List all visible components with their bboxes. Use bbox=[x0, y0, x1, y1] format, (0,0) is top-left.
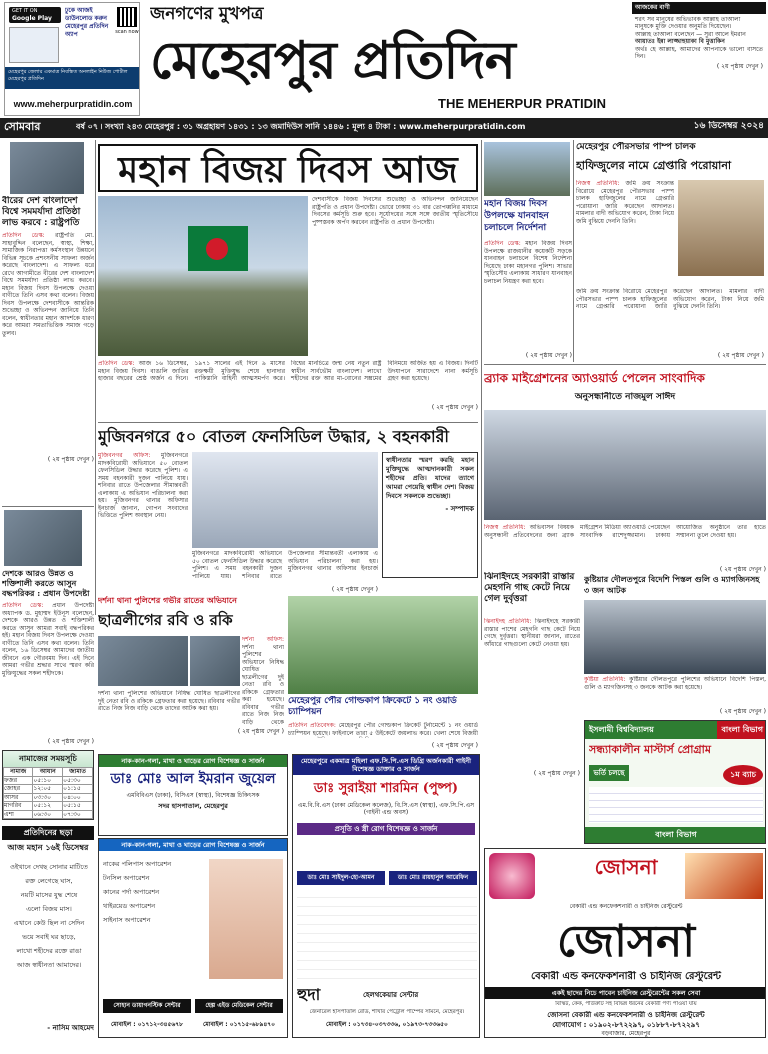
prayer-jamat: ০৪:০০ bbox=[63, 793, 93, 802]
prayer-header: নামাজ bbox=[4, 768, 33, 777]
continued-link[interactable]: ( ২য় পৃষ্ঠায় দেখুন ) bbox=[331, 586, 378, 593]
clinic-brand-sub: হেলথকেয়ার সেন্টার bbox=[363, 991, 419, 999]
continued-link[interactable]: ( ২য় পৃষ্ঠায় দেখুন ) bbox=[525, 352, 572, 359]
bakery-logo: জোসনা bbox=[594, 855, 658, 879]
university-header bbox=[585, 721, 766, 739]
tree-headline[interactable]: ঝিনাইদহে সরকারী রাস্তার মেহগনি গাছ কেটে নিয়ে গেল দুর্বৃত্তরা bbox=[484, 572, 575, 604]
drugs-story bbox=[98, 452, 188, 582]
continued-link[interactable]: ( ২য় পৃষ্ঠায় দেখুন ) bbox=[719, 708, 766, 715]
story-body: দর্শনা থানা পুলিশের অভিযানে নিষিদ্ধ ঘোষিত ছাত্রলীগের দুই নেতা রবি ও রকিকে গ্রেফতার করা হয়েছে। রবিবার গভীর রাতে নিজ নিজ বাড়ি থেকে bbox=[242, 643, 284, 726]
quote-line: অর্থঃ হে আল্লাহ, আমাদের আপনাকে ভালো বাসতে দিন। bbox=[635, 45, 763, 60]
prayer-azan: ০৫:১০ bbox=[33, 776, 63, 785]
clinic-name-left: সোহান ডায়াগনস্টিক সেন্টার bbox=[103, 999, 191, 1013]
phone-icon bbox=[9, 27, 59, 63]
prayer-name: মাগরিব bbox=[4, 802, 33, 811]
prayer-row bbox=[4, 793, 93, 802]
qr-code-icon bbox=[117, 7, 137, 27]
editor-sign: - সম্পাদক bbox=[445, 505, 474, 513]
continued-link[interactable]: ( ২য় পৃষ্ঠায় দেখুন ) bbox=[533, 770, 580, 777]
service-item: সাইনাস অপারেশন bbox=[103, 916, 151, 924]
bakery-footer: জোসনা বেকারী এন্ড কনফেকশনারী ও চাইনিজ রেস্টুরেন্ট bbox=[547, 1011, 705, 1019]
program-title: সন্ধ্যাকালীন মাস্টার্স প্রোগ্রাম bbox=[589, 743, 711, 756]
poem-line: আজ স্বাধীনতা আমাদের। bbox=[16, 961, 82, 969]
byline: প্রতিদিন ডেস্ক: bbox=[2, 602, 44, 609]
bakery-address: বড়বাজার, মেহেরপুর bbox=[601, 1030, 651, 1037]
service-item: নাকের পলিপাস অপারেশন bbox=[103, 860, 172, 868]
poem-line: ভয়ে সবাই ঘর ছাড়ে, bbox=[22, 933, 76, 941]
editor-note-text: স্বাধীনতার স্মরণ করছি মহান মুক্তিযুদ্ধে আত্মদানকারী সকল শহীদের প্রতি। যাদের ত্যাগে আমরা পেয়েছি স্বাধীন দেশ। বিজয় দিবসে সকলকে শুভেচ্ছা। bbox=[386, 456, 474, 500]
department-name: বাংলা বিভাগ bbox=[717, 721, 766, 739]
story-body: ঝিনাইদহে সরকারী রাস্তার পাশের মেহগনি গাছ কেটে নিয়ে গেছে দুর্বৃত্তরা। স্থানীয়রা জানান, রাতের আঁধারে গাছগুলো কেটে নেওয়া হয়। bbox=[484, 618, 580, 648]
kushtia-photo bbox=[584, 600, 766, 674]
bakery-products-line: বিস্কিট, কেক, পাউরুটি সহ বিভিন্ন ধরনের বেকারী পণ্য পাওয়া যায় bbox=[555, 1001, 697, 1007]
byline: নিজস্ব প্রতিনিধি: bbox=[576, 180, 620, 187]
chief-adviser-headline[interactable]: দেশকে আরও উন্নত ও শক্তিশালী করতে আসুন বদ্ধপরিকর : প্রধান উপদেষ্টা bbox=[2, 568, 90, 598]
cricket-headline[interactable]: মেহেরপুর পৌর গোল্ডকাপ ক্রিকেটে ১ নং ওয়ার্ড চ্যাম্পিয়ন bbox=[288, 696, 457, 717]
poem-author: - নাসিম আহমেদ bbox=[47, 1024, 94, 1032]
lead-body bbox=[98, 360, 478, 402]
drugs-story-cont: মুজিবনগরে মাদকবিরোধী অভিযানে ৫০ বোতল ফেনসিডিল উদ্ধার করেছে পুলিশ। এ সময় বহনকারী দুজন পালিয়ে যায়। শনিবার রাতে উপজেলার সীমান্তবর্তী এলাকায় এ অভিযান পরিচালনা করা হয়। মুজিবনগর থানার অফিসার ইনচার্জ bbox=[192, 550, 378, 580]
story-body: জমি ক্রয় সংক্রান্ত বিরোধে মেহেরপুর পৌরসভার পাম্প চালক হাফিজুলের নামে গ্রেপ্তারি পরোয়ানা জারি করেছেন আদালত। মামলার বাদী অভিযোগ করেন, টাকা নিয়ে জমি বুঝিয়ে দেননি তিনি। bbox=[576, 180, 674, 225]
president-photo bbox=[10, 142, 84, 194]
arrest-story bbox=[242, 636, 284, 726]
doctor-name: ডাঃ মোঃ আল ইমরান জুয়েল bbox=[110, 771, 276, 788]
prayer-name: জোহর bbox=[4, 785, 33, 794]
quote-line: আয়াতঃ ইন্না লাজ্জাহুয়াকা বি মুত্তাকিন bbox=[635, 38, 725, 45]
chief-adviser-photo bbox=[4, 510, 82, 566]
doctor-hospital: সদর হাসপাতাল, মেহেরপুর bbox=[158, 802, 228, 811]
quote-line: শরৎ সব মানুষের অভিভাবক আল্লাহ তাআলা bbox=[635, 15, 741, 23]
story-body: প্রধান উপদেষ্টা অধ্যাপক ড. মুহাম্মদ ইউনূস বলেছেন, দেশকে আরও উন্নত ও শক্তিশালী করতে আসুন আমরা সবাই বদ্ধপরিকর হই। মহান বিজয় দিবস উপলক্ষে দেওয়া বাণীতে তিনি এসব কথা বলেন। তিনি বলেন, ১৬ ডিসেম্বর আমাদের জাতীয় জীবনে এক গৌরবময় দিন। এই দিনে আমরা গভীর শ্রদ্ধার সাথে স্মরণ করি মুক্তিযুদ্ধের সকল শহীদকে। bbox=[2, 602, 94, 677]
story-body: মুজিবনগরে মাদকবিরোধী অভিযানে ৫০ বোতল ফেনসিডিল উদ্ধার করেছে পুলিশ। এ সময় বহনকারী দুজন পালিয়ে যায়। শনিবার রাতে উপজেলার সীমান্তবর্তী এলাকায় এ অভিযান পরিচালনা করা হয়। মুজিবনগর থানার অফিসার ইনচার্জ জানান, গোপন সংবাদের ভিত্তিতে পুলিশ অবস্থান নেয়। bbox=[98, 452, 188, 519]
story-body: আজ ১৬ ডিসেম্বর, মহান বিজয় দিবস। বাঙালি জাতির হাজার বছরের শ্রেষ্ঠ অর্জন এ দিনে। ১৯৭১ সালের এই দিনে ৯ মাসের রক্তক্ষয়ী মুক্তিযুদ্ধ শেষে হানাদার পাকিস্তানি বাহিনী আত্মসমর্পণ করে। বিশ্বের মানচিত্রে জন্ম নেয় নতুন রাষ্ট্র স্বাধীন সার্বভৌম বাংলাদেশ। লাখো শহীদের রক্ত আর মা-বোনের সম্ভ্রমের বিনিময়ে অর্জিত হয় এ বিজয়। দিনটি উদযাপনে সারাদেশে নানা কর্মসূচি গ্রহণ করা হয়েছে। bbox=[98, 360, 478, 382]
continued-link[interactable]: ( ২য় পৃষ্ঠায় দেখুন ) bbox=[717, 352, 764, 359]
editor-note-box bbox=[382, 452, 478, 578]
doctor-specialty: প্রসূতি ও স্ত্রী রোগ বিশেষজ্ঞ ও সার্জন bbox=[297, 823, 475, 836]
award-headline[interactable]: ব্র্যাক মাইগ্রেশনের অ্যাওয়ার্ড পেলেন সাংবাদিক bbox=[484, 371, 705, 385]
hafizul-photo bbox=[678, 180, 764, 276]
byline: প্রতিদিন প্রতিবেদক: bbox=[288, 722, 336, 729]
prayer-jamat: ০৫:১৫ bbox=[63, 802, 93, 811]
cricket-story bbox=[288, 722, 478, 738]
traffic-headline[interactable]: মহান বিজয় দিবস উপলক্ষে যানবাহন চলাচলে নির্দেশনা bbox=[484, 199, 549, 233]
clinic-name-right: হেল্প এইড মেডিকেল সেন্টার bbox=[195, 999, 283, 1013]
byline: নিজস্ব প্রতিনিধি: bbox=[484, 524, 526, 531]
poem-line: ওইখানে দেখছ সোনার মাটিতে bbox=[10, 863, 88, 871]
service-list bbox=[103, 857, 203, 927]
admission-details bbox=[589, 787, 763, 823]
bakery-brand: জোসনা bbox=[556, 916, 696, 967]
lead-body-right: দেশবাসীকে বিজয় দিবসের শুভেচ্ছা ও অভিনন্দন জানিয়েছেন রাষ্ট্রপতি ও প্রধান উপদেষ্টা। ভোরে ঢাকায় ৩১ বার তোপধ্বনির মাধ্যমে দিবসের কর্মসূচি শুরু হবে। সূর্যোদয়ের সঙ্গে সঙ্গে জাতীয় স্মৃতিসৌধে পুষ্পস্তবক অর্পণ করবেন রাষ্ট্রপতি ও প্রধান উপদেষ্টা। bbox=[312, 196, 478, 226]
day-label: সোমবার bbox=[4, 120, 41, 133]
store-get-label: GET IT ON bbox=[12, 8, 38, 14]
arrest-story-cont: দর্শনা থানা পুলিশের অভিযানে নিষিদ্ধ ঘোষিত ছাত্রলীগের দুই নেতা রবি ও রকিকে গ্রেফতার করা হয়েছে। রবিবার গভীর রাতে নিজ নিজ বাড়ি থেকে তাদের আটক করা হয়। bbox=[98, 690, 240, 712]
byline: ঝিনাইদহ প্রতিনিধি: bbox=[484, 618, 532, 625]
university-name: ইসলামী বিশ্ববিদ্যালয় bbox=[589, 725, 654, 734]
clinic-phone: মোবাইল : ০১৭৩৪-০৩৭৩৩৬, ০১৯৭৩-৭৩৩৬৫০ bbox=[326, 1021, 448, 1028]
bakery-service-line: একই ছাদের নিচে পাবেন চাইনিজ রেস্টুরেন্টের সকল সেবা bbox=[485, 987, 766, 999]
qr-label: scan now bbox=[115, 29, 139, 35]
prayer-table bbox=[3, 767, 93, 819]
arrest-headline[interactable]: ছাত্রলীগের রবি ও রকি bbox=[98, 611, 233, 629]
admission-label: ভর্তি চলছে bbox=[589, 765, 629, 781]
issue-date: ১৬ ডিসেম্বর ২০২৪ bbox=[693, 121, 764, 131]
byline: প্রতিদিন ডেস্ক: bbox=[2, 232, 45, 239]
continued-link[interactable]: ( ২য় পৃষ্ঠায় দেখুন ) bbox=[47, 738, 94, 745]
poem-line: নয়টি মাসের যুদ্ধ শেষে bbox=[20, 891, 78, 899]
poem-line: এখানে কেউ ছিল না সেদিন bbox=[13, 919, 85, 927]
prayer-header: জামাত bbox=[63, 768, 93, 777]
ad-header: নাক-কান-গলা, মাথা ও ঘাড়ের রোগ বিশেষজ্ঞ ও সার্জন bbox=[99, 755, 287, 767]
masthead-english: THE MEHERPUR PRATIDIN bbox=[438, 96, 607, 111]
byline: প্রতিদিন ডেস্ক: bbox=[484, 240, 521, 247]
prayer-name: আসর bbox=[4, 793, 33, 802]
arrest-photo-1 bbox=[98, 636, 188, 686]
poem-line: রক্ত লেগেছে ঘাস, bbox=[25, 877, 73, 885]
poem-body bbox=[4, 860, 94, 1010]
lead-headline[interactable]: মহান বিজয় দিবস আজ bbox=[98, 144, 478, 192]
food-photo bbox=[685, 853, 763, 899]
continued-link[interactable]: ( ২য় পৃষ্ঠায় দেখুন ) bbox=[237, 728, 284, 735]
quote-more[interactable]: ( ২য় পৃষ্ঠায় দেখুন ) bbox=[716, 62, 763, 70]
poem-line: এলো বিজয় মাস। bbox=[26, 905, 72, 913]
story-body: অভিবাসন বিষয়ক অনুসন্ধানী প্রতিবেদনের জন্য ব্র্যাক মাইগ্রেশন মিডিয়া অ্যাওয়ার্ড পেয়েছেন সাংবাদিক রাশেদুজ্জামান। ঢাকায় আয়োজিত অনুষ্ঠানে তার হাতে সম্মাননা তুলে দেওয়া হয়। bbox=[484, 524, 766, 539]
google-play-badge[interactable] bbox=[9, 7, 61, 23]
clinic-address: জেনারেল হাসপাতাল রোড, শাখার পেট্রোল পাম্পের সামনে, মেহেরপুর। bbox=[309, 1009, 465, 1015]
victory-day-photo bbox=[98, 196, 308, 356]
date-bar bbox=[0, 118, 768, 138]
award-kicker: অনুসন্ধানীতে নাজমুল সাঈদ bbox=[574, 392, 676, 402]
prayer-row bbox=[4, 810, 93, 819]
department-footer: বাংলা বিভাগ bbox=[585, 827, 766, 843]
president-headline[interactable]: বীরের দেশ বাংলাদেশ বিশ্বে সমমর্যাদা প্রতিষ্ঠা লাভ করবে : রাষ্ট্রপতি bbox=[2, 196, 81, 228]
prayer-azan: ১২:০৫ bbox=[33, 785, 63, 794]
arrest-kicker: দর্শনা থানা পুলিশের গভীর রাতের অভিযানে bbox=[98, 596, 237, 605]
chief-adviser-story bbox=[2, 602, 94, 706]
doctor-details bbox=[297, 889, 477, 979]
prayer-title: নামাজের সময়সূচি bbox=[3, 751, 93, 767]
continued-link[interactable]: ( ২য় পৃষ্ঠায় দেখুন ) bbox=[719, 566, 766, 573]
bakery-tagline-small: বেকারী এন্ড কনফেকশনারী ও চাইনিজ রেস্টুরেন্ট bbox=[569, 903, 683, 910]
doctor-name-left: ডাঃ মোঃ সাইদুল-হো-আমন bbox=[297, 871, 385, 885]
president-story bbox=[2, 232, 94, 454]
story-body: মেহেরপুর পৌর গোল্ডকাপ ক্রিকেট টুর্নামেন্টে ১ নং ওয়ার্ড চ্যাম্পিয়ন হয়েছে। ফাইনালে তারা ৫ উইকেটে জয়লাভ করে। খেলা শেষে বিজয়ী bbox=[288, 722, 478, 737]
bakery-ad[interactable] bbox=[484, 848, 766, 1038]
poem-line: লাখো শহীদের রক্তে রাঙা bbox=[16, 947, 82, 955]
bakery-tagline: বেকারী এন্ড কনফেকশনারী ও চাইনিজ রেস্টুরেন্ট bbox=[531, 971, 721, 982]
quote-lines bbox=[632, 14, 766, 63]
gynae-doctor-ad[interactable] bbox=[292, 754, 480, 1038]
pump-headline[interactable]: হাফিজুলের নামে গ্রেপ্তারি পরোয়ানা bbox=[576, 159, 732, 172]
masthead-title: মেহেরপুর প্রতিদিন bbox=[150, 30, 515, 91]
traffic-story bbox=[484, 240, 572, 340]
issue-info: বর্ষ ০৭ ৷ সংখ্যা ২৪৩ মেহেরপুর : ৩১ অগ্রহায়ণ ১৪৩১ : ১৩ জমাদিউস সানি ১৪৪৬ : মূল্য ৪ টাকা : www.meherpurpratidin.com bbox=[76, 122, 526, 131]
award-story bbox=[484, 524, 766, 564]
doctor-name-right: ডাঃ মোঃ রায়হানুল আরেফিন bbox=[389, 871, 477, 885]
doctor-name: ডাঃ সুরাইয়া শারমিন (পুষ্প) bbox=[313, 781, 459, 797]
service-item: কানের পর্দা অপারেশন bbox=[103, 888, 160, 896]
prayer-jamat: ০৭:৩০ bbox=[63, 810, 93, 819]
poem-section-label: প্রতিদিনের ছড়া bbox=[2, 826, 94, 840]
delivery-icon bbox=[489, 853, 535, 899]
prayer-header: আযান bbox=[33, 768, 63, 777]
seized-drugs-photo bbox=[192, 452, 378, 548]
prayer-row bbox=[4, 785, 93, 794]
masthead-tagline: জনগণের মুখপত্র bbox=[150, 4, 264, 24]
quote-line: মানুষকে মুক্তি দেওয়ার অনুমতি দিয়েছেন। bbox=[635, 23, 732, 30]
prayer-row bbox=[4, 802, 93, 811]
poem-title: আজ মহান ১৬ই ডিসেম্বর bbox=[7, 842, 89, 852]
prayer-name: এশা bbox=[4, 810, 33, 819]
service-item: টনসিল অপারেশন bbox=[103, 874, 150, 882]
store-name: Google Play bbox=[12, 15, 52, 22]
clinic-phone-right: মোবাইল : ০১৭১৫-৬৮৯৪৭০ bbox=[202, 1021, 276, 1028]
byline: কুষ্টিয়া প্রতিনিধি: bbox=[584, 676, 626, 683]
prayer-azan: ০৫:১২ bbox=[33, 802, 63, 811]
quote-heading: আজকের বাণী bbox=[632, 2, 766, 14]
story-body: রাষ্ট্রপতি মো. সাহাবুদ্দিন বলেছেন, স্বাস্থ্য, শিক্ষা, সামাজিক নিরাপত্তা কর্মসংস্থান উন্নয়নে বিভিন্ন সূচকে প্রশংসনীয় সাফল্য অর্জন করেছে বাংলাদেশ। এ সাফল্য ধরে রেখে আগামীতে বীরের দেশ বাংলাদেশ বিশ্বে সমমর্যাদা প্রতিষ্ঠা লাভ করবে। মহান বিজয় দিবস উপলক্ষে দেওয়া বাণীতে তিনি এসব কথা বলেন। বিজয় দিবস উপলক্ষে দেশবাসীকে আন্তরিক শুভেচ্ছা ও অভিনন্দন জানিয়ে তিনি বলেন, স্বাধীনতার মহান আদর্শকে ধারণ করে আমরা সমতাভিত্তিক সমাজ গড়ে তুলব। bbox=[2, 232, 94, 337]
continued-link[interactable]: ( ২য় পৃষ্ঠায় দেখুন ) bbox=[431, 742, 478, 749]
app-download-ad[interactable] bbox=[4, 2, 140, 116]
app-ad-strip: মেহেরপুর জেলার একমাত্র নিবন্ধিত অনলাইন নিউজ পোর্টাল মেহেরপুর প্রতিদিন bbox=[5, 67, 140, 89]
arrest-photo-2 bbox=[190, 636, 240, 686]
quote-line: আল্লাহ তাআলা বলেছেন — সুরা আলে ইমরান bbox=[635, 30, 746, 38]
award-photo bbox=[484, 410, 766, 520]
byline: দর্শনা অফিস: bbox=[242, 636, 284, 643]
pump-story-cont: জমি ক্রয় সংক্রান্ত বিরোধে মেহেরপুর পৌরসভার পাম্প চালক হাফিজুলের নামে গ্রেপ্তারি পরোয়ানা জারি করেছেন আদালত। মামলার বাদী অভিযোগ করেন, টাকা নিয়ে জমি বুঝিয়ে দেননি তিনি। bbox=[576, 288, 764, 310]
batch-badge: ১ম ব্যাচ bbox=[723, 765, 763, 785]
website-url[interactable]: www.meherpurpratidin.com bbox=[13, 99, 133, 109]
bakery-phone: যোগাযোগ : ০১৯০২-৮৭২২৯৭, ০১৮৮৭-৮৭২২৯৭ bbox=[552, 1021, 700, 1029]
prayer-times-box bbox=[2, 750, 94, 820]
byline: মুজিবনগর অফিস: bbox=[98, 452, 151, 459]
continued-link[interactable]: ( ২য় পৃষ্ঠায় দেখুন ) bbox=[47, 456, 94, 463]
ent-doctor-ad[interactable] bbox=[98, 754, 288, 836]
university-ad[interactable] bbox=[584, 720, 766, 844]
pump-kicker: মেহেরপুর পৌরসভার পাম্প চালক bbox=[576, 142, 696, 152]
prayer-jamat: ০১:১৫ bbox=[63, 785, 93, 794]
ent-services-ad[interactable] bbox=[98, 838, 288, 1038]
app-ad-headline: ঢুকে আজই ডাউনলোড করুন মেহেরপুর প্রতিদিন অ্যাপ bbox=[65, 7, 109, 38]
prayer-row bbox=[4, 776, 93, 785]
byline: প্রতিদিন ডেস্ক: bbox=[98, 360, 135, 367]
prayer-jamat: ০৫:৩০ bbox=[63, 776, 93, 785]
service-item: থাইরয়েড অপারেশন bbox=[103, 902, 156, 910]
ent-illustration bbox=[209, 859, 283, 979]
clinic-brand: হুদা bbox=[297, 985, 321, 1004]
traffic-photo bbox=[484, 142, 570, 196]
pump-story bbox=[576, 180, 674, 286]
ad-header: মেহেরপুরে একমাত্র মহিলা এফ.সি.পি.এস ডিগ্রি অর্জনকারী গাইনী বিশেষজ্ঞ ডাক্তার ও সার্জন bbox=[293, 755, 479, 775]
doctor-degree: এম.বি.বি.এস (ঢাকা মেডিকেল কলেজ), বি.সি.এস (স্বাস্থ্য), এফ.সি.পি.এস (গাইনী এন্ড অবস) bbox=[297, 801, 475, 816]
prayer-azan: ০৩:৩০ bbox=[33, 793, 63, 802]
doctor-degree: এমবিবিএস (ঢাকা), বিসিএস (স্বাস্থ্য), বিশেষজ্ঞ চিকিৎসক bbox=[126, 791, 260, 799]
tree-story bbox=[484, 618, 580, 788]
ad-header: নাক-কান-গলা, মাথা ও ঘাড়ের রোগ বিশেষজ্ঞ ও সার্জন bbox=[99, 839, 287, 851]
continued-link[interactable]: ( ২য় পৃষ্ঠায় দেখুন ) bbox=[431, 404, 478, 411]
daily-quote-box bbox=[632, 2, 766, 116]
story-body: মহান বিজয় দিবস উপলক্ষে রাজধানীর কয়েকটি সড়কে যানবাহন চলাচলে বিশেষ নির্দেশনা দিয়েছে ঢাকা মহানগর পুলিশ। সাভার স্মৃতিসৌধ এলাকায় সাধারণ যানবাহন চলাচল নিয়ন্ত্রণ করা হবে। bbox=[484, 240, 572, 285]
flag-icon bbox=[188, 226, 248, 271]
prayer-name: ফজর bbox=[4, 776, 33, 785]
kushtia-headline[interactable]: কুষ্টিয়ার দৌলতপুরে বিদেশি পিস্তল গুলি ও ম্যাগজিনসহ ৩ জন আটক bbox=[584, 574, 760, 595]
cricket-photo bbox=[288, 596, 478, 694]
story-body: কুষ্টিয়ার দৌলতপুরে পুলিশের অভিযানে বিদেশি পিস্তল, গুলি ও ম্যাগজিনসহ ৩ জনকে আটক করা হয়েছে। bbox=[584, 676, 766, 691]
prayer-azan: ০৬:৩০ bbox=[33, 810, 63, 819]
clinic-phone-left: মোবাইল : ০১৭১২-৩৪৫৬৭৮ bbox=[110, 1021, 184, 1028]
drugs-headline[interactable]: মুজিবনগরে ৫০ বোতল ফেনসিডিল উদ্ধার, ২ বহনকারী bbox=[98, 427, 449, 446]
kushtia-story bbox=[584, 676, 766, 704]
